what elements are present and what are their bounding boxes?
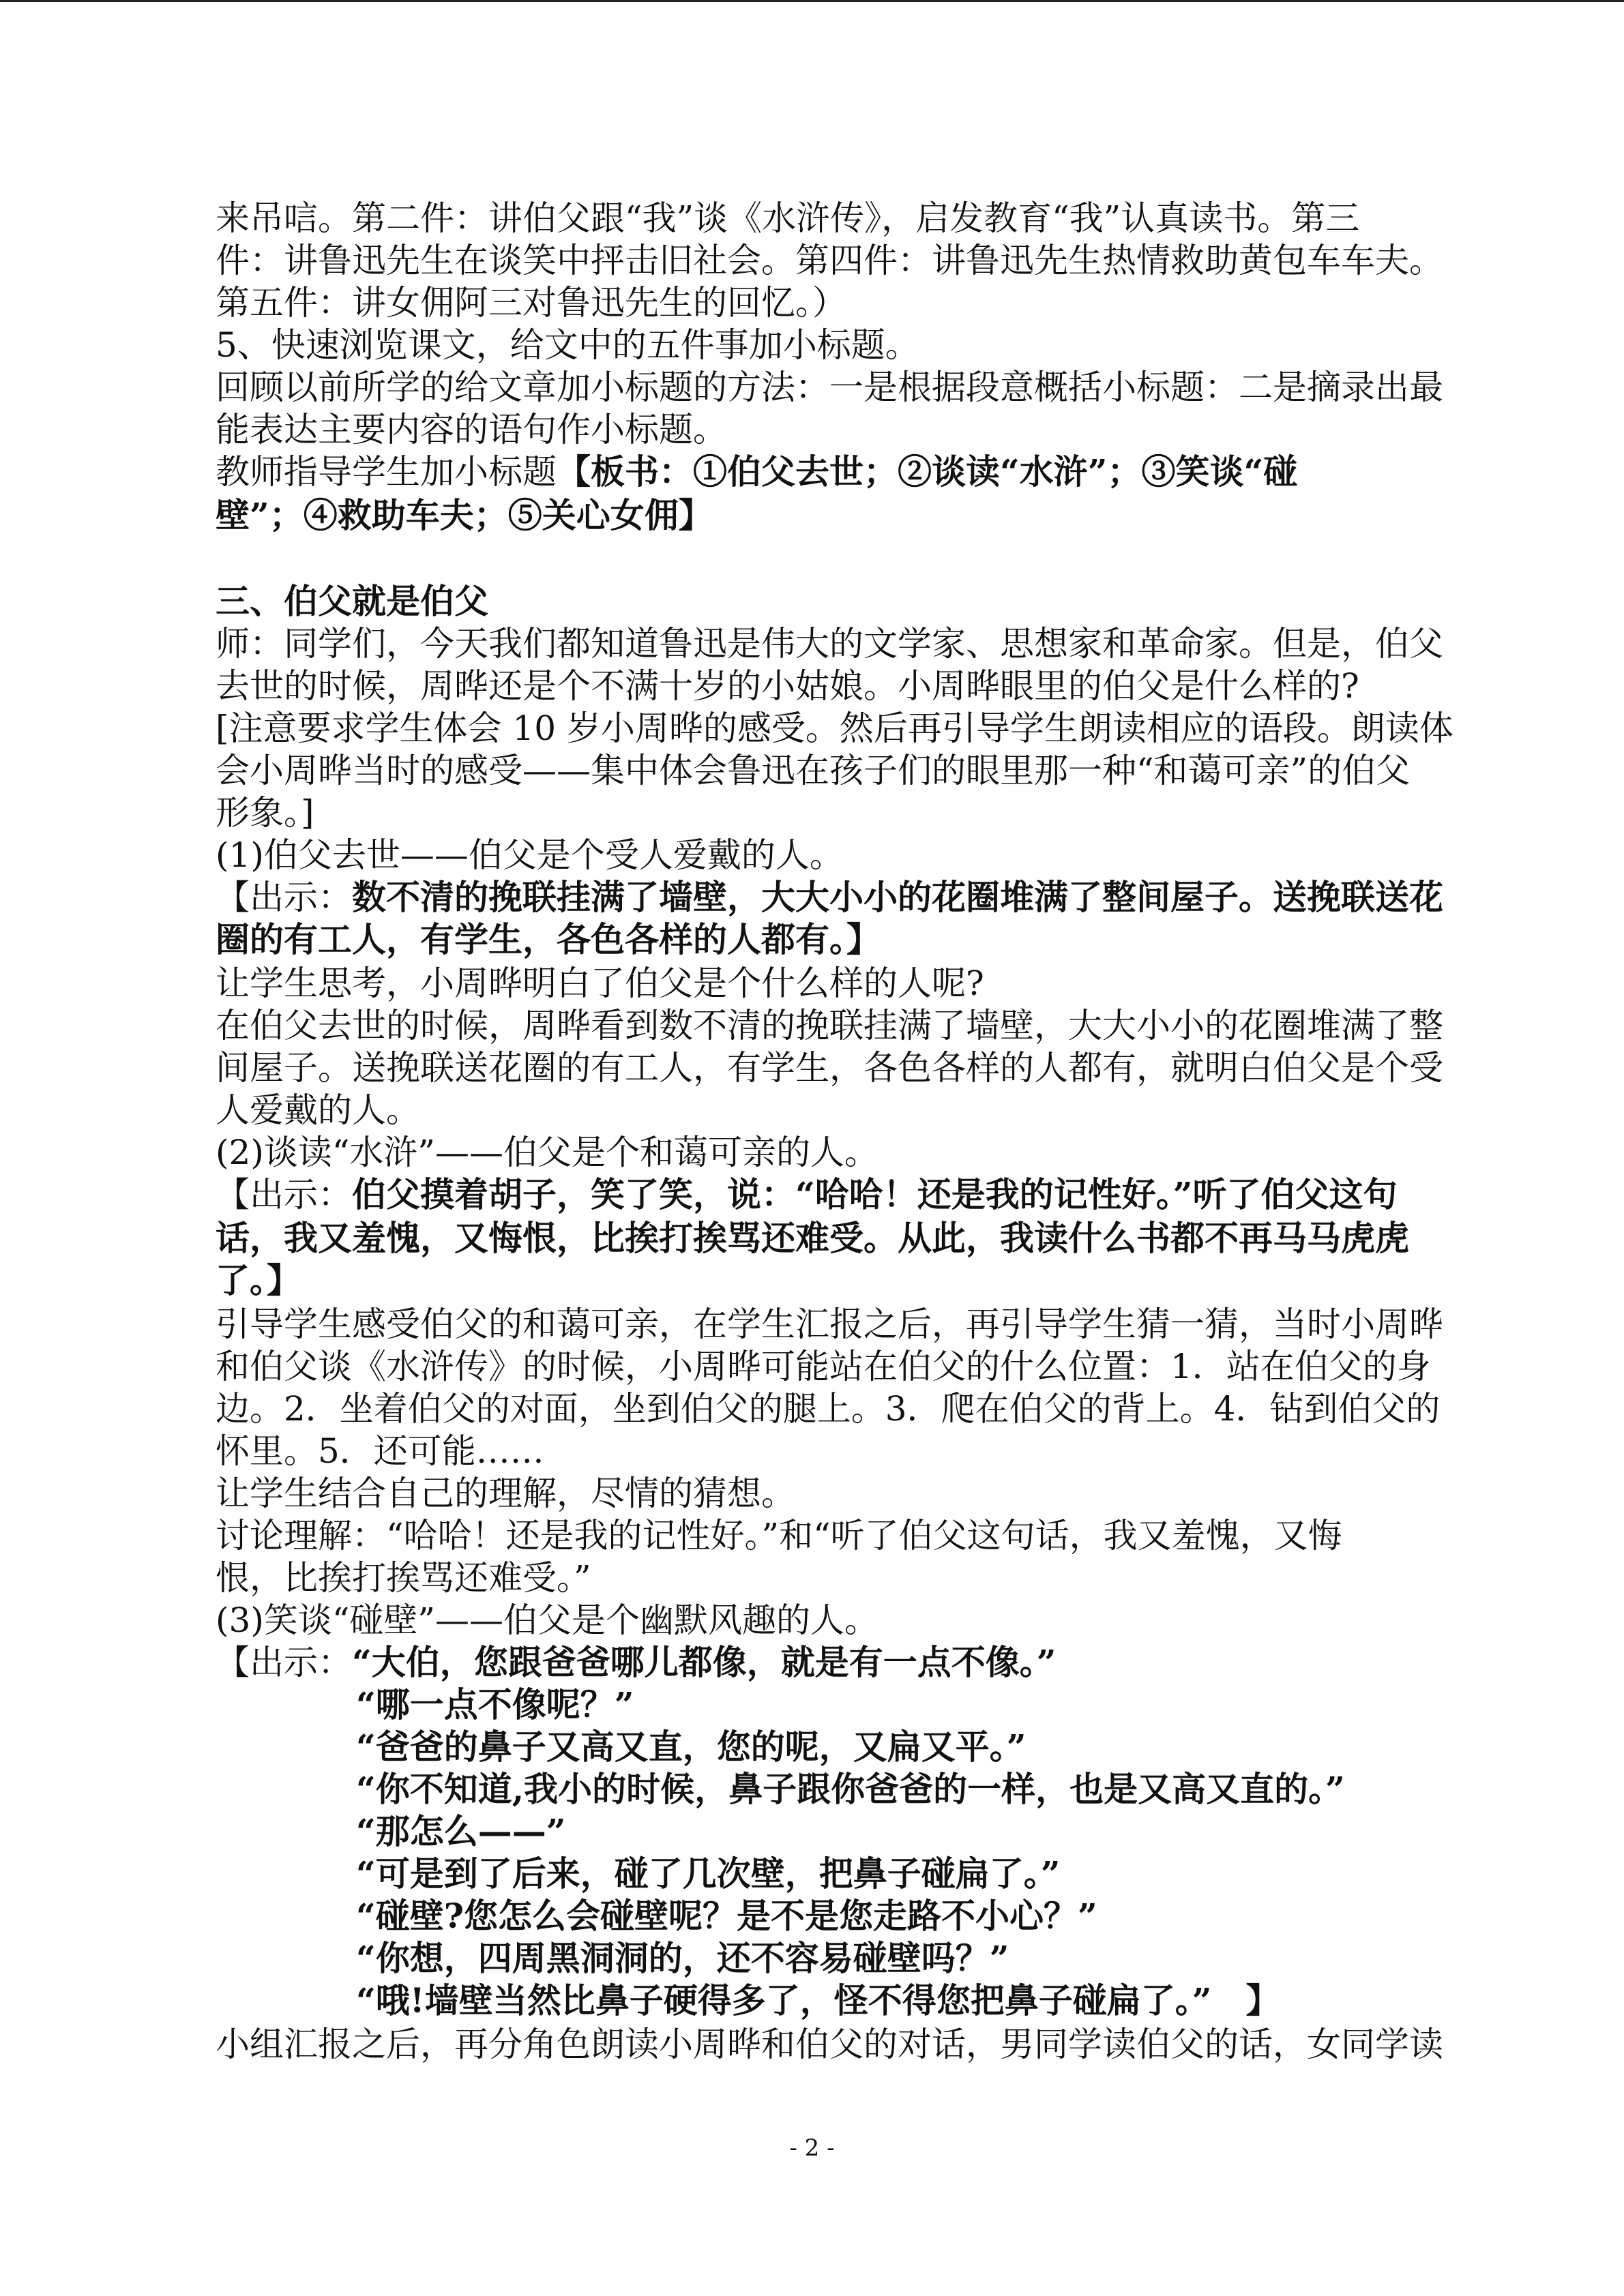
text-line: 和伯父谈《水浒传》的时候，小周晔可能站在伯父的什么位置：1．站在伯父的身 xyxy=(216,1347,1431,1386)
text-line: 在伯父去世的时候，周晔看到数不清的挽联挂满了墙壁，大大小小的花圈堆满了整 xyxy=(216,1006,1443,1045)
quote-text: 伯父摸着胡子，笑了笑，说：“哈哈！还是我的记性好。”听了伯父这句 xyxy=(352,1174,1398,1214)
text-line: 形象。] xyxy=(216,793,314,833)
top-border-line xyxy=(0,0,1624,2)
text-line: 引导学生感受伯父的和蔼可亲，在学生汇报之后，再引导学生猜一猜，当时小周晔 xyxy=(216,1304,1443,1344)
quote-prefix: 【出示： xyxy=(216,1175,352,1214)
quote-prefix: 【出示： xyxy=(216,1643,352,1682)
blackboard-text-line: 壁”；④救助车夫；⑤关心女佣】 xyxy=(216,495,713,535)
page-number: - 2 - xyxy=(789,2134,835,2162)
text-line: [注意要求学生体会 10 岁小周晔的感受。然后再引导学生朗读相应的语段。朗读体 xyxy=(216,709,1453,748)
dialogue-line: “可是到了后来，碰了几次壁，把鼻子碰扁了。” xyxy=(356,1853,1061,1894)
text-line: 第五件：讲女佣阿三对鲁迅先生的回忆。） xyxy=(216,283,846,323)
text-segment: 教师指导学生加小标题 xyxy=(216,452,557,492)
dialogue-line: “哦!墙壁当然比鼻子硬得多了，怪不得您把鼻子碰扁了。” 】 xyxy=(356,1980,1280,2021)
dialogue-line: “你想，四周黑洞洞的，还不容易碰壁吗？” xyxy=(356,1938,1009,1978)
text-line: 讨论理解：“哈哈！还是我的记性好。”和“听了伯父这句话，我又羞愧，又悔 xyxy=(216,1516,1342,1555)
text-line: 让学生思考，小周晔明白了伯父是个什么样的人呢? xyxy=(216,964,984,1003)
quote-line: 了。】 xyxy=(216,1260,301,1300)
quote-line xyxy=(216,1174,1398,1215)
text-line: 回顾以前所学的给文章加小标题的方法：一是根据段意概括小标题：二是摘录出最 xyxy=(216,368,1443,407)
text-line xyxy=(216,451,1297,492)
text-line: 5、快速浏览课文，给文中的五件事加小标题。 xyxy=(216,325,919,365)
text-line: 怀里。5．还可能…… xyxy=(216,1431,544,1471)
quote-prefix: 【出示： xyxy=(216,878,352,917)
quote-text: 数不清的挽联挂满了墙壁，大大小小的花圈堆满了整间屋子。送挽联送花 xyxy=(352,877,1443,917)
subsection-title: (1)伯父去世——伯父是个受人爱戴的人。 xyxy=(216,835,844,875)
text-line: 去世的时候，周晔还是个不满十岁的小姑娘。小周晔眼里的伯父是什么样的? xyxy=(216,666,1359,706)
text-line: 会小周晔当时的感受——集中体会鲁迅在孩子们的眼里那一种“和蔼可亲”的伯父 xyxy=(216,751,1411,790)
dialogue-text: “大伯，您跟爸爸哪儿都像，就是有一点不像。” xyxy=(352,1642,1057,1682)
text-line: 间屋子。送挽联送花圈的有工人，有学生，各色各样的人都有，就明白伯父是个受 xyxy=(216,1048,1443,1088)
text-line: 让学生结合自己的理解，尽情的猜想。 xyxy=(216,1474,795,1513)
quote-line: 圈的有工人，有学生，各色各样的人都有。】 xyxy=(216,919,881,959)
text-line: 师：同学们，今天我们都知道鲁迅是伟大的文学家、思想家和革命家。但是，伯父 xyxy=(216,624,1443,664)
subsection-title: (2)谈读“水浒”——伯父是个和蔼可亲的人。 xyxy=(216,1133,879,1172)
text-line: 人爱戴的人。 xyxy=(216,1090,420,1130)
text-line: 边。2．坐着伯父的对面，坐到伯父的腿上。3．爬在伯父的背上。4．钻到伯父的 xyxy=(216,1389,1441,1429)
text-line: 小组汇报之后，再分角色朗读小周晔和伯父的对话，男同学读伯父的话，女同学读 xyxy=(216,2025,1443,2064)
quote-line xyxy=(216,877,1443,918)
text-line: 件：讲鲁迅先生在谈笑中抨击旧社会。第四件：讲鲁迅先生热情救助黄包车车夫。 xyxy=(216,241,1443,280)
text-line: 来吊唁。第二件：讲伯父跟“我”谈《水浒传》，启发教育“我”认真读书。第三 xyxy=(216,198,1360,238)
dialogue-line: “那怎么——” xyxy=(356,1811,566,1851)
text-line: 能表达主要内容的语句作小标题。 xyxy=(216,410,727,449)
section-heading: 三、伯父就是伯父 xyxy=(216,581,488,621)
subsection-title: (3)笑谈“碰壁”——伯父是个幽默风趣的人。 xyxy=(216,1600,879,1640)
dialogue-line: “你不知道,我小的时候，鼻子跟你爸爸的一样，也是又高又直的。” xyxy=(356,1769,1345,1809)
text-line: 恨，比挨打挨骂还难受。” xyxy=(216,1558,591,1598)
dialogue-line xyxy=(216,1642,1057,1683)
blackboard-text: 【板书：①伯父去世；②谈读“水浒”；③笑谈“碰 xyxy=(557,451,1298,492)
dialogue-line: “哪一点不像呢？” xyxy=(356,1684,634,1725)
dialogue-line: “碰壁?您怎么会碰壁呢？是不是您走路不小心？” xyxy=(356,1896,1097,1936)
quote-line: 话，我又羞愧，又悔恨，比挨打挨骂还难受。从此，我读什么书都不再马马虎虎 xyxy=(216,1218,1409,1258)
dialogue-line: “爸爸的鼻子又高又直，您的呢，又扁又平。” xyxy=(356,1727,1027,1767)
